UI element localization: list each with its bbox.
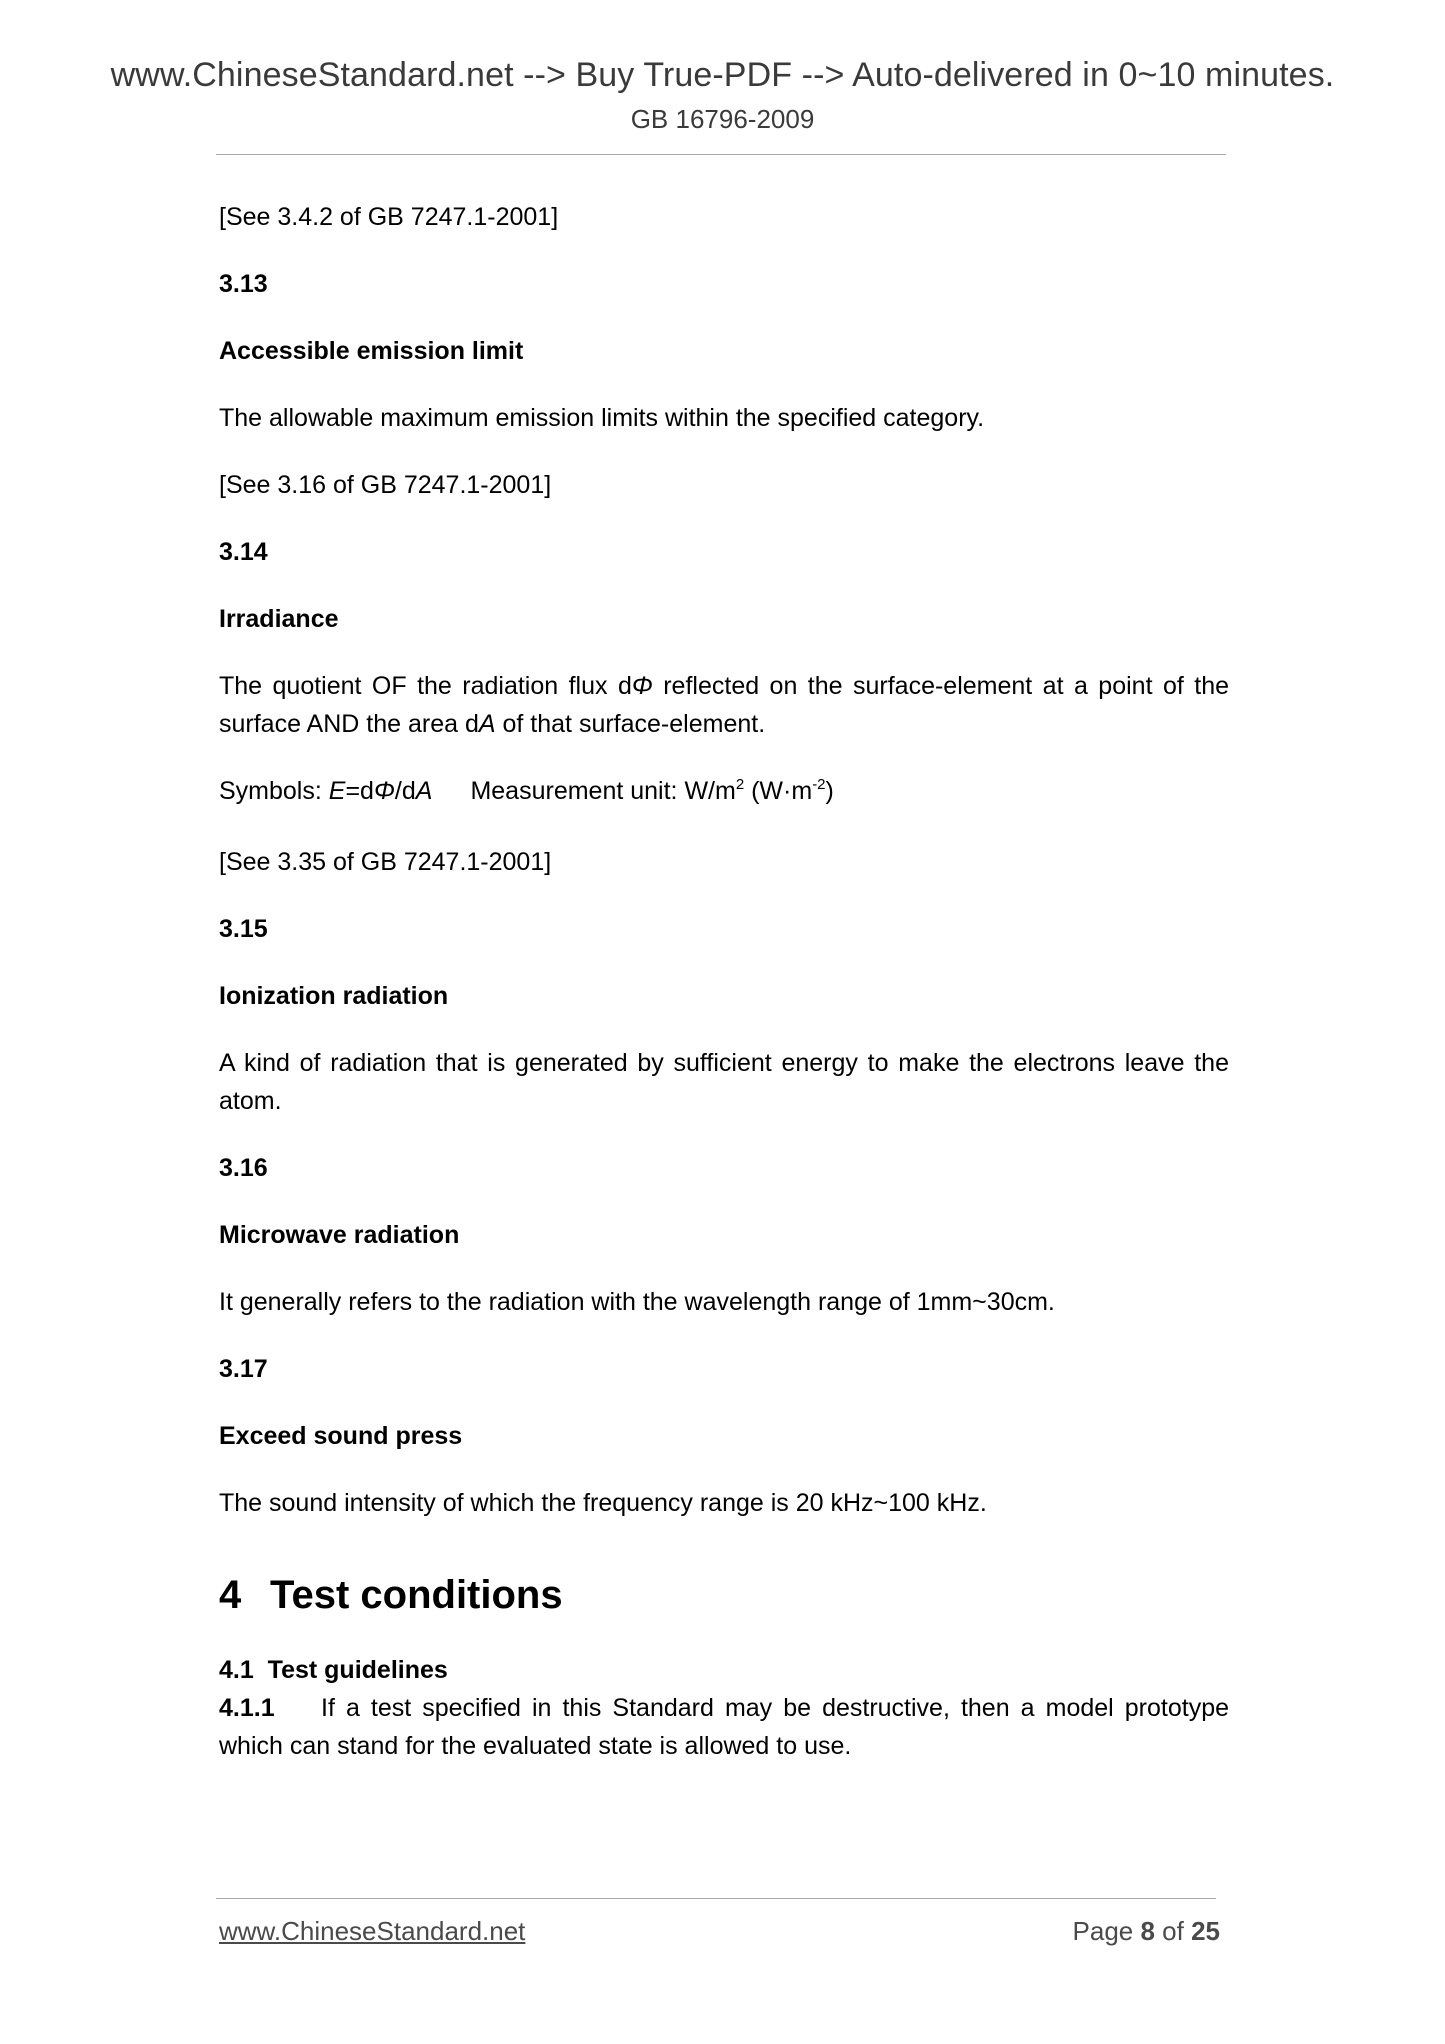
header-divider [216,154,1226,155]
clause-number-3-17: 3.17 [219,1355,268,1383]
term-microwave-radiation: Microwave radiation [219,1221,460,1249]
clause-number-3-16: 3.16 [219,1154,268,1182]
term-ionization-radiation: Ionization radiation [219,982,449,1010]
definition-3-14: The quotient OF the radiation flux dΦ reflected on the surface-element at a point of the surface AND the area dA of that surface-element. [219,672,1229,738]
definition-3-16: It generally refers to the radiation with the wavelength range of 1mm~30cm. [219,1288,1055,1316]
term-irradiance: Irradiance [219,605,339,633]
footer-divider [216,1898,1216,1899]
section-heading-test-conditions: 4 Test conditions [219,1573,563,1617]
definition-3-17: The sound intensity of which the frequency range is 20 kHz~100 kHz. [219,1489,987,1517]
reference-3-14: [See 3.35 of GB 7247.1-2001] [219,848,552,876]
clause-number-3-13: 3.13 [219,270,268,298]
standard-code: GB 16796-2009 [630,104,815,134]
reference-3-13: [See 3.16 of GB 7247.1-2001] [219,471,552,499]
definition-3-13: The allowable maximum emission limits within the specified category. [219,404,985,432]
term-exceed-sound-press: Exceed sound press [219,1422,463,1450]
symbols-and-unit: Symbols: E=dΦ/dA Measurement unit: $W/m^2$ $(W\cdot m^{-2})$ [219,776,834,805]
term-accessible-emission-limit: Accessible emission limit [219,337,524,365]
page-number: Page 8 of 25 [1072,1916,1220,1946]
footer-website-link[interactable]: www.ChineseStandard.net [219,1916,526,1946]
subsection-heading-test-guidelines: 4.1 Test guidelines [219,1656,448,1684]
top-banner: www.ChineseStandard.net --> Buy True-PDF --> Auto-delivered in 0~10 minutes. [110,56,1335,94]
reference-3-12: [See 3.4.2 of GB 7247.1-2001] [219,203,559,231]
clause-4-1-1: 4.1.1 If a test specified in this Standard may be destructive, then a model prototype which can stand for the evaluated state is allowed to use. [219,1694,1229,1760]
definition-3-15: A kind of radiation that is generated by sufficient energy to make the electrons leave the atom. [219,1049,1229,1115]
clause-number-3-15: 3.15 [219,915,268,943]
document-body [219,198,1229,1765]
clause-number-3-14: 3.14 [219,538,268,566]
